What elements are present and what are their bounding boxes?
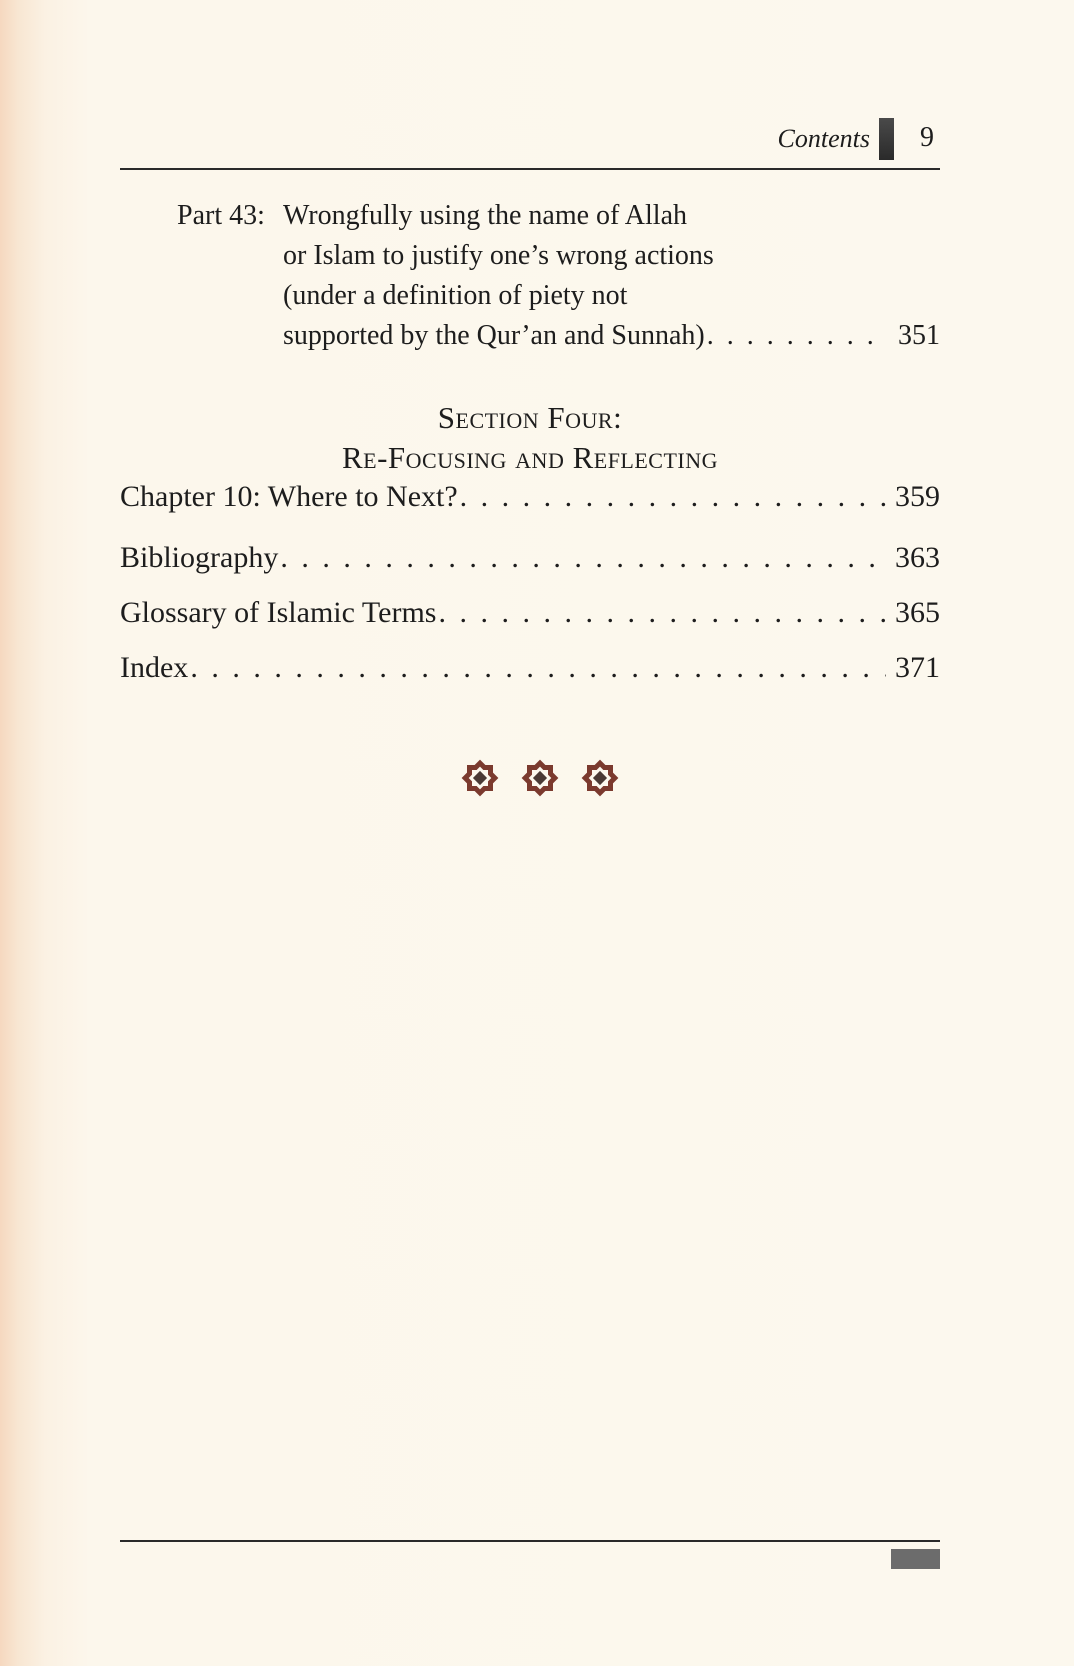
section-heading [120,398,940,478]
toc-entry-title: Chapter 10: Where to Next? [120,480,458,513]
part-title-line: or Islam to justify one’s wrong actions [283,240,714,271]
part-label: Part 43: [177,200,265,231]
toc-entry [120,480,940,514]
islamic-star-ornament-icon [460,758,500,798]
page-ref: 365 [895,596,940,629]
running-title: Contents [777,124,870,153]
dot-leader [190,651,886,685]
toc-entry [120,541,940,575]
section-heading-line: Section Four: [437,400,623,435]
header-rule [120,168,940,170]
header-thumb-bar [879,118,894,160]
page-ref: 359 [895,480,940,513]
toc-entry [120,651,940,685]
page-number: 9 [920,122,934,153]
part-title-last-line [283,316,940,356]
part-title-line: (under a definition of piety not [283,280,628,311]
page-ref: 371 [895,651,940,684]
footer-thumb-bar [891,1549,940,1569]
part-title-line: supported by the Qur’an and Sunnah) [283,320,705,351]
toc-entry-title: Index [120,651,189,684]
dot-leader [460,480,886,514]
page-ref: 351 [898,320,940,351]
section-end-ornaments [460,758,620,798]
toc-part-entry [177,196,940,356]
islamic-star-ornament-icon [580,758,620,798]
toc-entry-title: Glossary of Islamic Terms [120,596,437,629]
dot-leader [280,541,886,575]
page-ref: 363 [895,541,940,574]
part-title-line: Wrongfully using the name of Allah [283,200,688,231]
footer-rule [120,1540,940,1542]
dot-leader [707,316,886,356]
running-header [120,118,940,168]
toc-entry-title: Bibliography [120,541,279,574]
section-heading-line: Re-Focusing and Reflecting [341,440,719,475]
part-title [283,196,940,356]
dot-leader [438,596,886,630]
toc-entry [120,596,940,630]
islamic-star-ornament-icon [520,758,560,798]
